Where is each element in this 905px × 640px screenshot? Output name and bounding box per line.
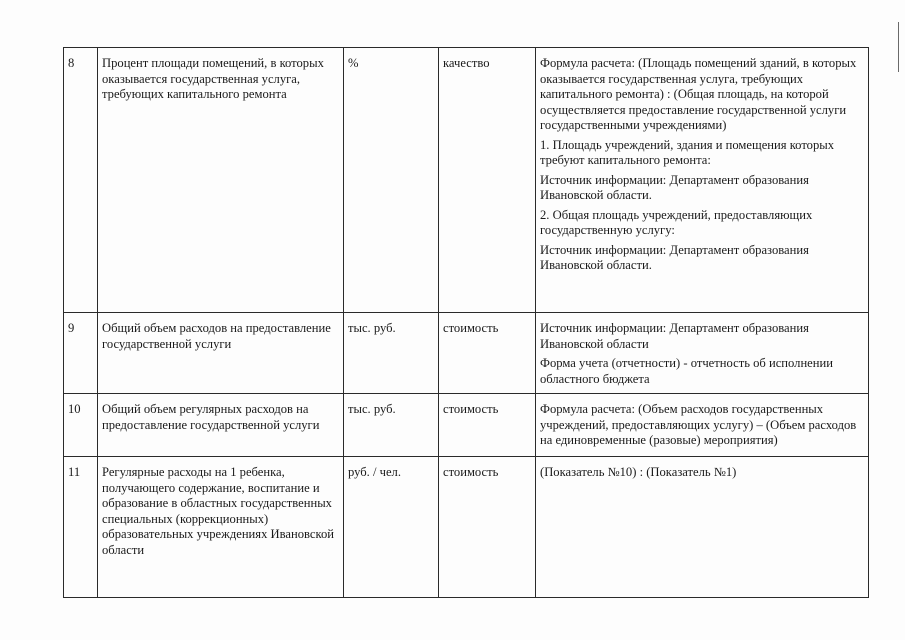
method-paragraph: Формула расчета: (Объем расходов государственных учреждений, предоставляющих услугу) – (Объем расходов на единовременные (разовые) мероприятия) — [540, 402, 857, 447]
method-paragraph: Источник информации: Департамент образования Ивановской области. — [540, 172, 809, 202]
unit-of-measure: тыс. руб. — [344, 313, 439, 394]
calculation-method — [536, 457, 869, 598]
indicator-name: Процент площади помещений, в которых оказывается государственная услуга, требующих капитального ремонта — [98, 48, 344, 313]
indicator-name: Общий объем регулярных расходов на предоставление государственной услуги — [98, 394, 344, 457]
method-paragraph: Источник информации: Департамент образования Ивановской области. — [540, 242, 809, 272]
method-paragraph: Формула расчета: (Площадь помещений зданий, в которых оказывается государственная услуга, требующих капитального ремонта) : (Общая площадь, на которой осуществляется предоставление государственной услуги государственными учреждениями) — [540, 56, 857, 132]
scan-edge-line — [898, 22, 899, 72]
table-row — [64, 394, 869, 457]
row-number: 9 — [64, 313, 98, 394]
row-number: 10 — [64, 394, 98, 457]
indicator-name: Общий объем расходов на предоставление государственной услуги — [98, 313, 344, 394]
method-paragraph: Форма учета (отчетности) - отчетность об исполнении областного бюджета — [540, 356, 833, 386]
row-number: 11 — [64, 457, 98, 598]
method-paragraph: 2. Общая площадь учреждений, предоставляющих государственную услугу: — [540, 207, 813, 237]
table-row — [64, 313, 869, 394]
method-paragraph: (Показатель №10) : (Показатель №1) — [540, 465, 737, 479]
indicator-type: стоимость — [439, 313, 536, 394]
indicators-table — [63, 47, 869, 598]
table-row — [64, 457, 869, 598]
unit-of-measure: % — [344, 48, 439, 313]
unit-of-measure: руб. / чел. — [344, 457, 439, 598]
indicator-type: стоимость — [439, 394, 536, 457]
indicator-name: Регулярные расходы на 1 ребенка, получающего содержание, воспитание и образование в областных государственных специальных (коррекционных) образовательных учреждениях Ивановской области — [98, 457, 344, 598]
table-row — [64, 48, 869, 313]
unit-of-measure: тыс. руб. — [344, 394, 439, 457]
method-paragraph: 1. Площадь учреждений, здания и помещения которых требуют капитального ремонта: — [540, 137, 835, 167]
calculation-method — [536, 394, 869, 457]
row-number: 8 — [64, 48, 98, 313]
indicator-type: качество — [439, 48, 536, 313]
calculation-method — [536, 313, 869, 394]
method-paragraph: Источник информации: Департамент образования Ивановской области — [540, 321, 809, 351]
indicator-type: стоимость — [439, 457, 536, 598]
calculation-method — [536, 48, 869, 313]
